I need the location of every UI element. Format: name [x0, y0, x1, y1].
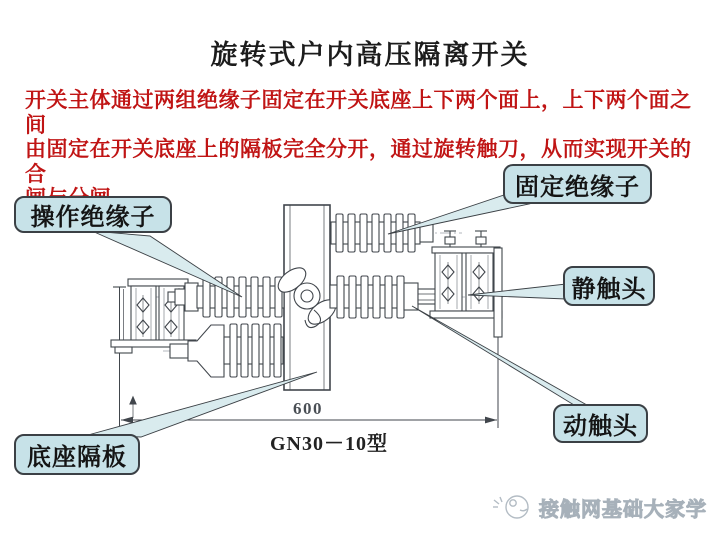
body-line-1: 开关主体通过两组绝缘子固定在开关底座上下两个面上，上下两个面之间 [25, 88, 692, 137]
callout-fixed-insulator: 固定绝缘子 [503, 164, 652, 204]
lower-insulator-drawing [170, 324, 283, 377]
callout-base-partition: 底座隔板 [14, 434, 140, 475]
watermark-text: 接触网基础大家学 [539, 498, 707, 521]
model-caption: GN30－10型 [270, 433, 388, 455]
slide-title: 旋转式户内高压隔离开关 [210, 40, 530, 70]
callout-moving-contact: 动触头 [553, 404, 648, 443]
watermark-logo-icon [490, 492, 534, 522]
fixed-insulator-drawing [331, 214, 433, 252]
callout-operating-insulator: 操作绝缘子 [14, 196, 172, 233]
body-line-2: 由固定在开关底座上的隔板完全分开，通过旋转触刀，从而实现开关的合 [25, 137, 692, 186]
static-contact-assembly [430, 231, 502, 428]
leader-moving-contact [412, 306, 601, 413]
operating-insulator-drawing [168, 277, 284, 317]
watermark [490, 491, 718, 523]
dimension-label: 600 [293, 399, 323, 418]
callout-static-contact: 静触头 [563, 266, 655, 306]
